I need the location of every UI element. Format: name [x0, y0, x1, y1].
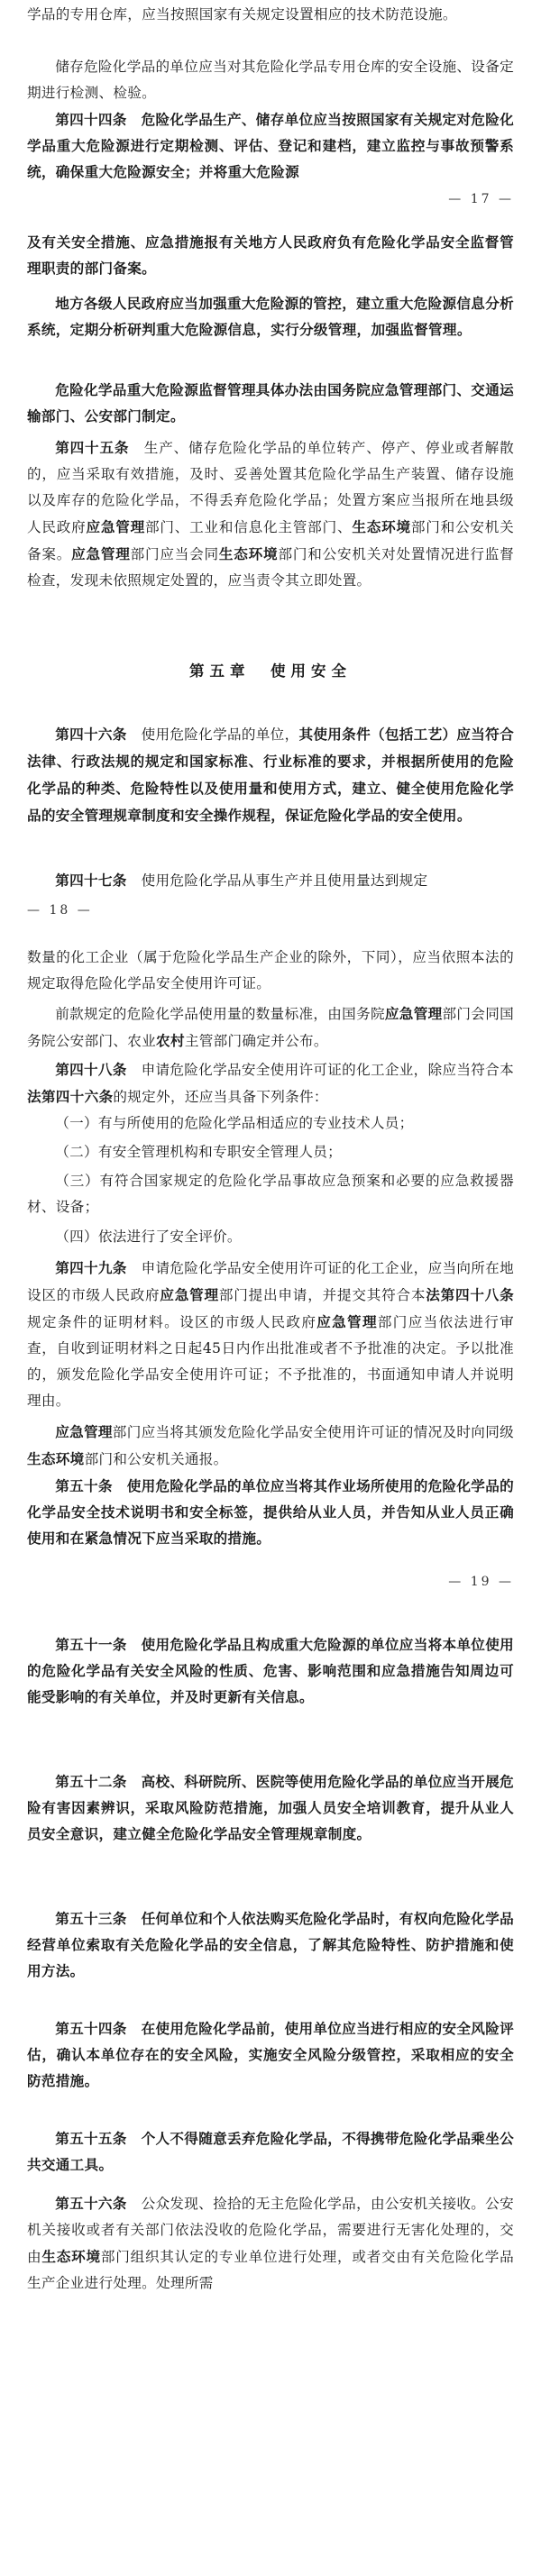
text-run: 第五十五条 个人不得随意丢弃危险化学品，不得携带危险化学品乘坐公共交通工具。 — [27, 2130, 514, 2173]
bold-text: 生态环境 — [352, 518, 411, 535]
text-run: 第五十二条 高校、科研院所、医院等使用危险化学品的单位应当开展危险有害因素辨识，采取风险防范措施，加强人员安全培训教育，提升从业人员安全意识，建立健全危险化学品安全管理规章制度。 — [27, 1773, 514, 1842]
text-run: 学品的专用仓库，应当按照国家有关规定设置相应的技术防范设施。 — [27, 6, 457, 23]
page-number: — 17 — — [448, 192, 514, 206]
text-run: 部门会同国务院公安部门、农业 — [27, 1006, 514, 1049]
text-run: 部门和公安机关对处置情况进行监督检查，发现未依照规定处置的，应当责令其立即处置。 — [27, 546, 514, 589]
text-run: 使用危险化学品的单位， — [126, 726, 299, 743]
text-run: 申请危险化学品安全使用许可证的化工企业，应当向所在地设区的市级人民政府 — [27, 1260, 514, 1303]
text-run: 部门和公安机关通报。 — [84, 1451, 228, 1467]
article-45 — [27, 434, 514, 594]
paragraph — [27, 1419, 514, 1473]
text-run: 部门组织其认定的专业单位进行处理，或者交由有关危险化学品生产企业进行处理。处理所需 — [27, 2249, 514, 2291]
page-number: — 18 — — [27, 903, 93, 918]
text-run: 数量的化工企业（属于危险化学品生产企业的除外，下同），应当依照本法的规定取得危险化学品安全使用许可证。 — [27, 949, 514, 991]
bold-text: 应急管理 — [160, 1286, 219, 1303]
list-item — [27, 1139, 514, 1165]
text-run: 部门应当依法进行审查，自收到证明材料之日起45日内作出批准或者不予批准的决定。予以批准的，颁发危险化学品安全使用许可证；不予批准的，书面通知申请人并说明理由。 — [27, 1314, 515, 1409]
text-run: （一）有与所使用的危险化学品相适应的专业技术人员； — [55, 1115, 414, 1131]
article-52 — [27, 1768, 514, 1847]
text-run: （四）依法进行了安全评价。 — [55, 1229, 242, 1245]
text-run: 部门、工业和信息化主管部门、 — [145, 519, 353, 535]
article-55 — [27, 2125, 514, 2178]
text-run: 第五十四条 在使用危险化学品前，使用单位应当进行相应的安全风险评估，确认本单位存在的安全风险，实施安全风险分级管控，采取相应的安全防范措施。 — [27, 2020, 514, 2089]
bold-text: 应急管理 — [86, 518, 146, 535]
text-run: 第五十三条 任何单位和个人依法购买危险化学品时，有权向危险化学品经营单位索取有关危险化学品的安全信息，了解其危险特性、防护措施和使用方法。 — [27, 1910, 514, 1979]
article-51 — [27, 1631, 514, 1710]
chapter-heading: 第五章 使用安全 — [189, 662, 352, 680]
text-run: 危险化学品重大危险源监督管理具体办法由国务院应急管理部门、交通运输部门、公安部门制定。 — [27, 381, 514, 425]
text-run: 公众发现、捡拾的无主危险化学品，由公安机关接收。公安机关接收或者有关部门依法没收的危险化学品，需要进行无害化处理的，交由 — [27, 2196, 514, 2265]
text-run: （二）有安全管理机构和专职安全管理人员； — [55, 1144, 343, 1160]
text-run: 申请危险化学品安全使用许可证的化工企业，除应当符合本 — [126, 1062, 514, 1078]
bold-text: 法第四十八条 — [426, 1286, 515, 1303]
text-run: 及有关安全措施、应急措施报有关地方人民政府负有危险化学品安全监督管理职责的部门备案。 — [27, 233, 514, 277]
paragraph — [27, 290, 514, 343]
text-run: 主管部门确定并公布。 — [184, 1033, 328, 1049]
text-run: 部门和公安机关备案。 — [27, 519, 515, 562]
article-47 — [27, 867, 514, 894]
bold-text: 其使用条件（包括工艺）应当符合法律、行政法规的规定和国家标准、行业标准的要求，并根据所使用的危险化学品的种类、危险特性以及使用量和使用方式，建立、健全使用危险化学品的安全管理规章制度和安全操作规程，保证危险化学品的安全使用。 — [27, 726, 514, 824]
bold-text: 第四十六条 — [55, 726, 127, 743]
text-run: 生产、储存危险化学品的单位转产、停产、停业或者解散的，应当采取有效措施，及时、妥善处置其危险化学品生产装置、储存设施以及库存的危险化学品，不得丢弃危险化学品；处置方案应当报所在地县级人民政府 — [27, 440, 514, 535]
bold-text: 第四十五条 — [55, 439, 130, 456]
bold-text: 农村 — [156, 1032, 185, 1049]
text-run: 使用危险化学品从事生产并且使用量达到规定 — [126, 872, 428, 889]
text-run: 前款规定的危险化学品使用量的数量标准，由国务院 — [55, 1006, 385, 1022]
list-item — [27, 1224, 514, 1250]
article-44 — [27, 106, 514, 185]
article-48 — [27, 1056, 514, 1110]
bold-text: 生态环境 — [27, 1450, 85, 1467]
page-number: — 19 — — [448, 1575, 514, 1589]
bold-text: 应急管理 — [384, 1005, 443, 1022]
bold-text: 应急管理 — [55, 1423, 113, 1440]
paragraph — [27, 229, 514, 281]
paragraph — [27, 945, 514, 997]
text-run: 第五十一条 使用危险化学品且构成重大危险源的单位应当将本单位使用的危险化学品有关安全风险的性质、危害、影响范围和应急措施告知周边可能受影响的有关单位，并及时更新有关信息。 — [27, 1636, 514, 1705]
article-46 — [27, 721, 514, 829]
article-49 — [27, 1255, 514, 1414]
bold-text: 第四十八条 — [55, 1061, 127, 1078]
bold-text: 第四十七条 — [55, 872, 127, 889]
paragraph — [27, 377, 514, 429]
text-run: 规定条件的证明材料。设区的市级人民政府 — [27, 1314, 317, 1330]
text-run: 部门应当将其颁发危险化学品安全使用许可证的情况及时向同级 — [112, 1424, 514, 1440]
text-run: 部门提出申请，并提交其符合本 — [218, 1287, 426, 1303]
bold-text: 法第四十六条 — [27, 1088, 114, 1105]
text-run: 部门应当会同 — [130, 546, 219, 562]
list-item — [27, 1168, 514, 1220]
bold-text: 应急管理 — [71, 545, 131, 562]
article-54 — [27, 2015, 514, 2094]
paragraph — [27, 54, 514, 106]
bold-text: 生态环境 — [41, 2248, 101, 2265]
text-run: （三）有符合国家规定的危险化学品事故应急预案和必要的应急救援器材、设备； — [27, 1173, 514, 1215]
article-50 — [27, 1473, 514, 1551]
text-run: 第四十四条 危险化学品生产、储存单位应当按照国家有关规定对危险化学品重大危险源进行定期检测、评估、登记和建档，建立监控与事故预警系统，确保重大危险源安全；并将重大危险源 — [27, 111, 514, 180]
paragraph — [27, 2, 514, 28]
article-53 — [27, 1905, 514, 1984]
text-run: 储存危险化学品的单位应当对其危险化学品专用仓库的安全设施、设备定期进行检测、检验。 — [27, 59, 514, 101]
text-run: 的规定外，还应当具备下列条件： — [113, 1089, 328, 1105]
article-56 — [27, 2190, 514, 2297]
list-item — [27, 1110, 514, 1137]
bold-text: 应急管理 — [316, 1313, 378, 1330]
text-run: 地方各级人民政府应当加强重大危险源的管控，建立重大危险源信息分析系统，定期分析研判重大危险源信息，实行分级管理，加强监督管理。 — [27, 295, 514, 338]
bold-text: 第四十九条 — [55, 1259, 127, 1276]
paragraph — [27, 1000, 514, 1055]
bold-text: 第五十六条 — [55, 2195, 127, 2212]
text-run: 第五十条 使用危险化学品的单位应当将其作业场所使用的危险化学品的化学品安全技术说明书和安全标签，提供给从业人员，并告知从业人员正确使用和在紧急情况下应当采取的措施。 — [27, 1477, 514, 1547]
bold-text: 生态环境 — [218, 545, 279, 562]
